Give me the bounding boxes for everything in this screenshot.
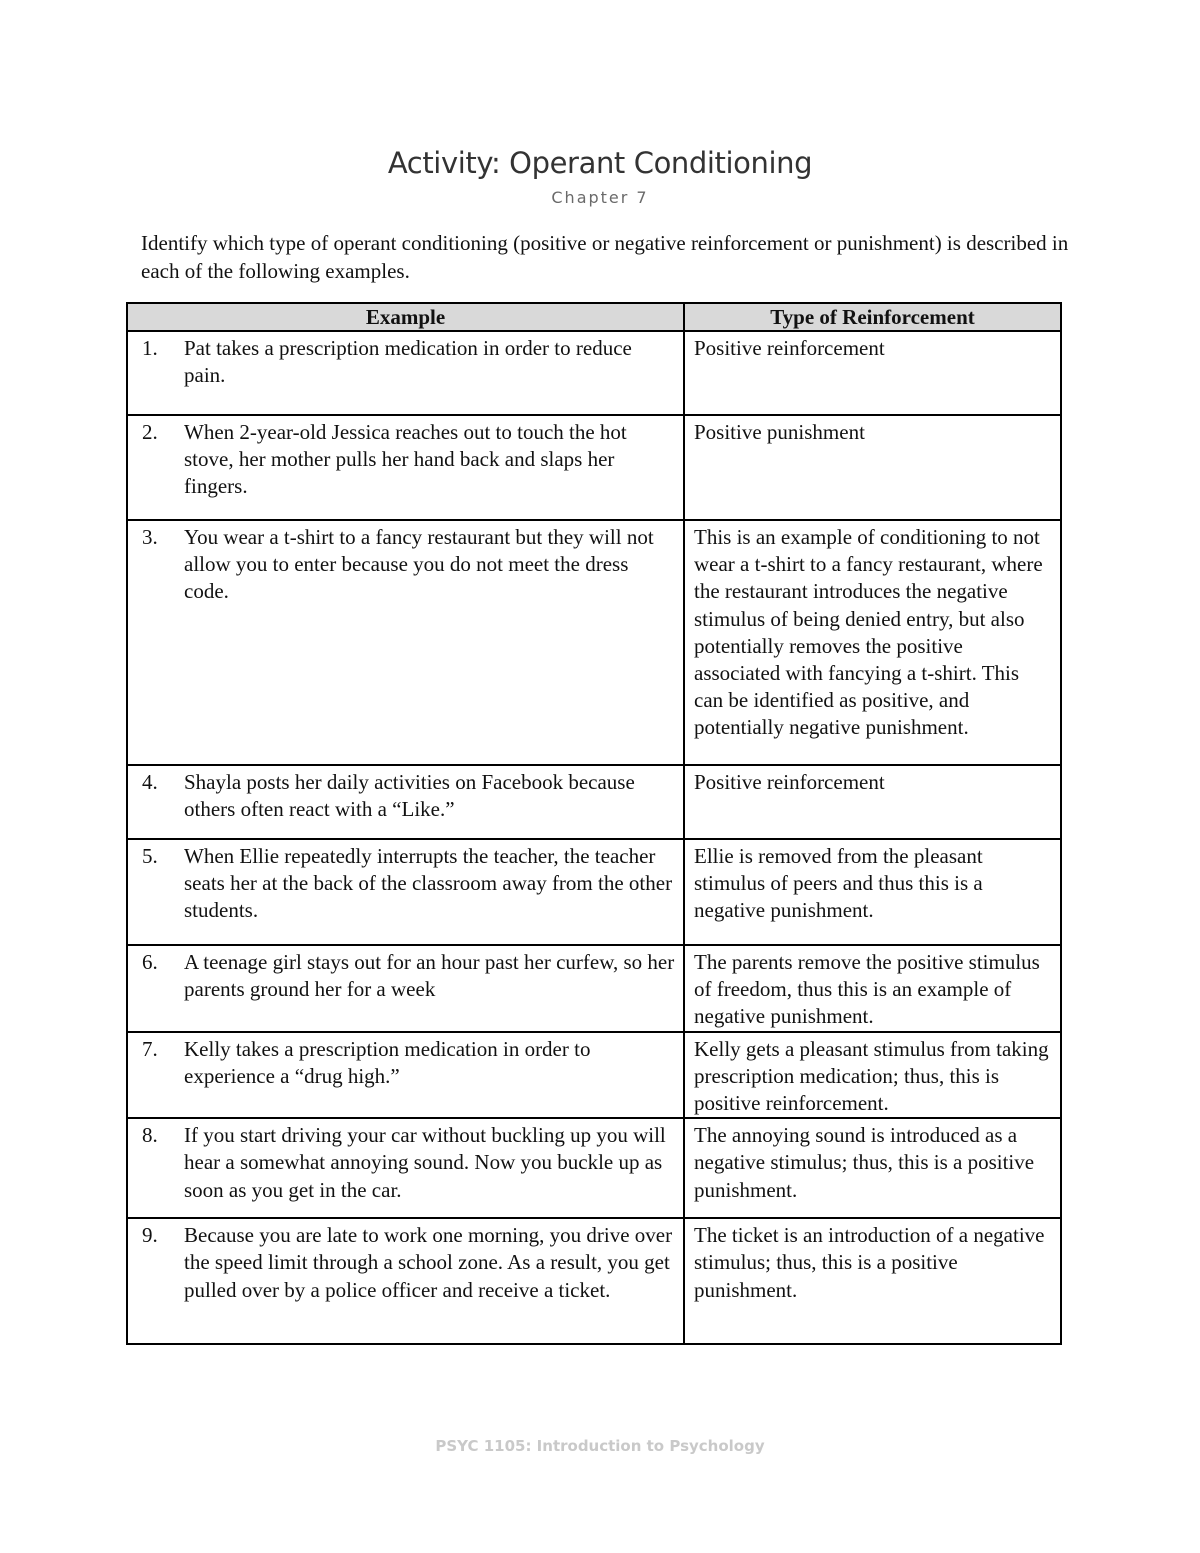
example-cell: [127, 520, 684, 765]
table-row: [127, 415, 1061, 520]
type-cell: Ellie is removed from the pleasant stimulus of peers and thus this is a negative punishment.: [684, 839, 1061, 945]
table-row: [127, 765, 1061, 839]
example-cell: [127, 1118, 684, 1218]
type-cell: This is an example of conditioning to not wear a t-shirt to a fancy restaurant, where the restaurant introduces the negative stimulus of being denied entry, but also potentially removes the positive associated with fancying a t-shirt. This can be identified as positive, and potentially negative punishment.: [684, 520, 1061, 765]
example-cell: [127, 839, 684, 945]
type-cell: The ticket is an introduction of a negative stimulus; thus, this is a positive punishment.: [684, 1218, 1061, 1344]
page-footer: PSYC 1105: Introduction to Psychology: [435, 1437, 765, 1455]
example-text: You wear a t-shirt to a fancy restaurant but they will not allow you to enter because you do not meet the dress code.: [184, 525, 654, 604]
item-number: 8.: [142, 1123, 158, 1148]
example-cell: [127, 765, 684, 839]
table-row: [127, 1218, 1061, 1344]
page-subtitle: Chapter 7: [551, 188, 649, 207]
table-row: [127, 520, 1061, 765]
type-cell: Kelly gets a pleasant stimulus from taking prescription medication; thus, this is positive reinforcement.: [684, 1032, 1061, 1119]
example-text: When Ellie repeatedly interrupts the teacher, the teacher seats her at the back of the classroom away from the other students.: [184, 844, 673, 923]
item-number: 2.: [142, 420, 158, 444]
example-text: When 2-year-old Jessica reaches out to touch the hot stove, her mother pulls her hand back and slaps her fingers.: [184, 420, 627, 499]
example-cell: [127, 415, 684, 520]
examples-table: [126, 302, 1062, 1345]
example-cell: [127, 1032, 684, 1119]
type-cell: Positive reinforcement: [684, 765, 1061, 839]
table-header-row: [127, 303, 1061, 331]
example-cell: [127, 331, 684, 415]
table-row: [127, 945, 1061, 1032]
example-text: If you start driving your car without buckling up you will hear a somewhat annoying sound. Now you buckle up as soon as you get in the car.: [184, 1123, 666, 1202]
page-title: Activity: Operant Conditioning: [387, 146, 813, 180]
example-text: Kelly takes a prescription medication in order to experience a “drug high.”: [184, 1036, 591, 1088]
item-number: 4.: [142, 770, 158, 794]
column-header-type: Type of Reinforcement: [684, 303, 1061, 331]
table-row: [127, 839, 1061, 945]
example-text: Pat takes a prescription medication in order to reduce pain.: [184, 336, 632, 388]
item-number: 9.: [142, 1223, 158, 1248]
item-number: 7.: [142, 1036, 158, 1061]
item-number: 5.: [142, 844, 158, 868]
type-cell: The parents remove the positive stimulus of freedom, thus this is an example of negative punishment.: [684, 945, 1061, 1032]
table-row: [127, 1118, 1061, 1218]
type-cell: Positive reinforcement: [684, 331, 1061, 415]
example-text: Because you are late to work one morning, you drive over the speed limit through a school zone. As a result, you get pulled over by a police officer and receive a ticket.: [184, 1223, 673, 1302]
example-text: Shayla posts her daily activities on Facebook because others often react with a “Like.”: [184, 770, 635, 822]
table-row: [127, 331, 1061, 415]
type-cell: Positive punishment: [684, 415, 1061, 520]
column-header-example: Example: [127, 303, 684, 331]
item-number: 3.: [142, 525, 158, 549]
example-cell: [127, 945, 684, 1032]
instructions-text: Identify which type of operant conditioning (positive or negative reinforcement or punishment) is described in each of the following examples.: [141, 231, 1069, 283]
example-cell: [127, 1218, 684, 1344]
example-text: A teenage girl stays out for an hour past her curfew, so her parents ground her for a week: [184, 950, 675, 1002]
item-number: 6.: [142, 950, 158, 974]
item-number: 1.: [142, 336, 158, 360]
type-cell: The annoying sound is introduced as a negative stimulus; thus, this is a positive punishment.: [684, 1118, 1061, 1218]
table-row: [127, 1032, 1061, 1119]
